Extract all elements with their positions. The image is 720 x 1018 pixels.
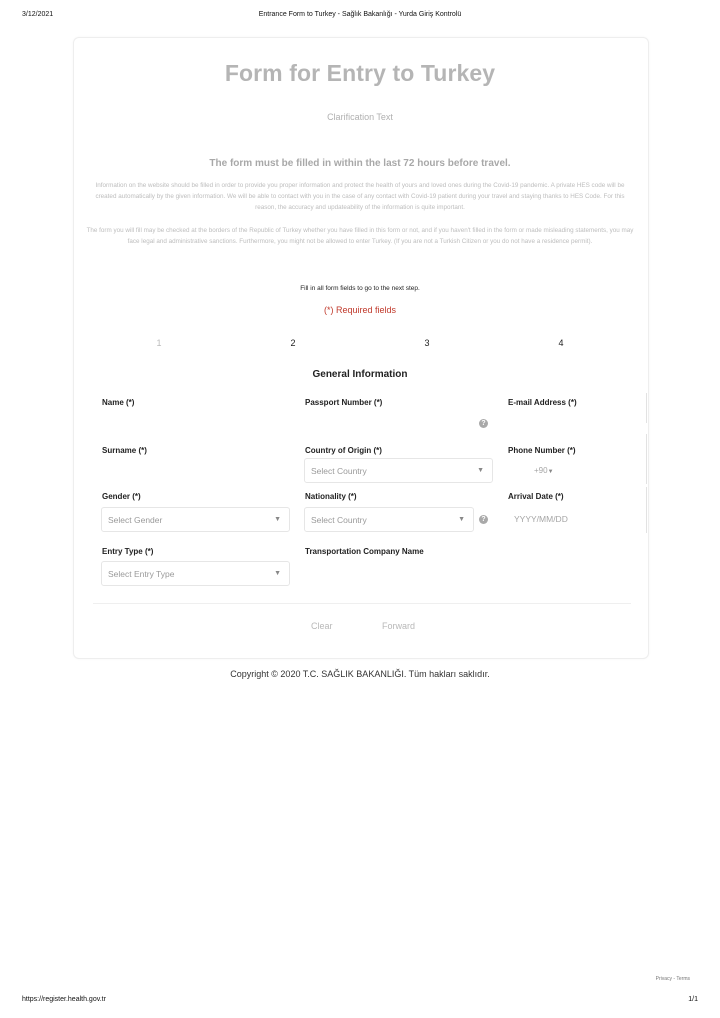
chevron-down-icon: ▼: [274, 570, 281, 577]
print-url: https://register.health.gov.tr: [22, 996, 106, 1003]
clarification-text-link[interactable]: Clarification Text: [327, 112, 393, 122]
surname-label: Surname (*): [102, 446, 147, 455]
print-page-title: Entrance Form to Turkey - Sağlık Bakanlığı - Yurda Giriş Kontrolü: [258, 11, 462, 18]
entry-type-select[interactable]: [101, 561, 290, 586]
phone-country-code[interactable]: +90▼: [534, 466, 554, 475]
info-paragraph-sanctions: The form you will fill may be checked at the borders of the Republic of Turkey whether you have filled in this form or not, and if you haven't filled in the form or made misleading statements, you may face legal and administrative sanctions. Furthermore, you might not be allowed to enter Turkey. (If you are not a Turkish Citizen or you do not have a residence permit).: [86, 227, 634, 245]
nationality-placeholder: Select Country: [311, 515, 367, 525]
country-of-origin-select[interactable]: [304, 458, 493, 483]
step-4[interactable]: 4: [558, 338, 564, 348]
form-divider: [93, 603, 631, 604]
chevron-down-icon: ▼: [547, 469, 554, 475]
gender-label: Gender (*): [102, 492, 141, 501]
arrival-date-label: Arrival Date (*): [508, 492, 564, 501]
forward-button[interactable]: Forward: [382, 621, 416, 631]
print-page-number: 1/1: [688, 996, 698, 1003]
email-field-edge: [646, 393, 647, 423]
passport-number-label: Passport Number (*): [305, 398, 383, 407]
phone-number-label: Phone Number (*): [508, 446, 576, 455]
country-of-origin-label: Country of Origin (*): [305, 446, 382, 455]
print-date: 3/12/2021: [22, 11, 54, 18]
step-2[interactable]: 2: [290, 338, 296, 348]
entry-type-label: Entry Type (*): [102, 547, 154, 556]
step-3[interactable]: 3: [424, 338, 430, 348]
required-fields-note: (*) Required fields: [323, 305, 397, 315]
fill-fields-note: Fill in all form fields to go to the next step.: [300, 285, 420, 292]
name-label: Name (*): [102, 398, 135, 407]
step-1[interactable]: 1: [156, 338, 162, 348]
privacy-terms-link[interactable]: Privacy - Terms: [655, 976, 690, 982]
nationality-help-icon[interactable]: ?: [479, 515, 488, 524]
form-title: Form for Entry to Turkey: [224, 60, 496, 86]
chevron-down-icon: ▼: [477, 467, 484, 474]
gender-placeholder: Select Gender: [108, 515, 163, 525]
clear-button[interactable]: Clear: [311, 621, 333, 631]
copyright: Copyright © 2020 T.C. SAĞLIK BAKANLIĞI. Tüm hakları saklıdır.: [230, 669, 490, 679]
country-of-origin-placeholder: Select Country: [311, 466, 367, 476]
print-header: [0, 11, 720, 25]
nationality-label: Nationality (*): [305, 492, 357, 501]
passport-help-icon[interactable]: ?: [479, 419, 488, 428]
gender-select[interactable]: [101, 507, 290, 532]
info-paragraph-hes: Information on the website should be filled in order to provide you proper information and protect the health of yours and loved ones during the Covid-19 pandemic. A private HES code will be created automatically by the given information. We will be able to contact with you in the case of any contact with Covid-19 patient during your travel and staying thanks to HES Code. For this reason, the accuracy and updateability of the information is quite important.: [95, 182, 625, 211]
section-title: General Information: [312, 369, 408, 380]
email-label: E-mail Address (*): [508, 398, 577, 407]
phone-field-edge: [646, 434, 647, 484]
transportation-company-label: Transportation Company Name: [305, 547, 424, 556]
arrival-date-input[interactable]: YYYY/MM/DD: [514, 514, 568, 524]
chevron-down-icon: ▼: [458, 516, 465, 523]
entry-type-placeholder: Select Entry Type: [108, 569, 175, 579]
chevron-down-icon: ▼: [274, 516, 281, 523]
nationality-select[interactable]: [304, 507, 474, 532]
time-warning: The form must be filled in within the last 72 hours before travel.: [209, 158, 511, 169]
arrival-date-edge: [646, 487, 647, 533]
